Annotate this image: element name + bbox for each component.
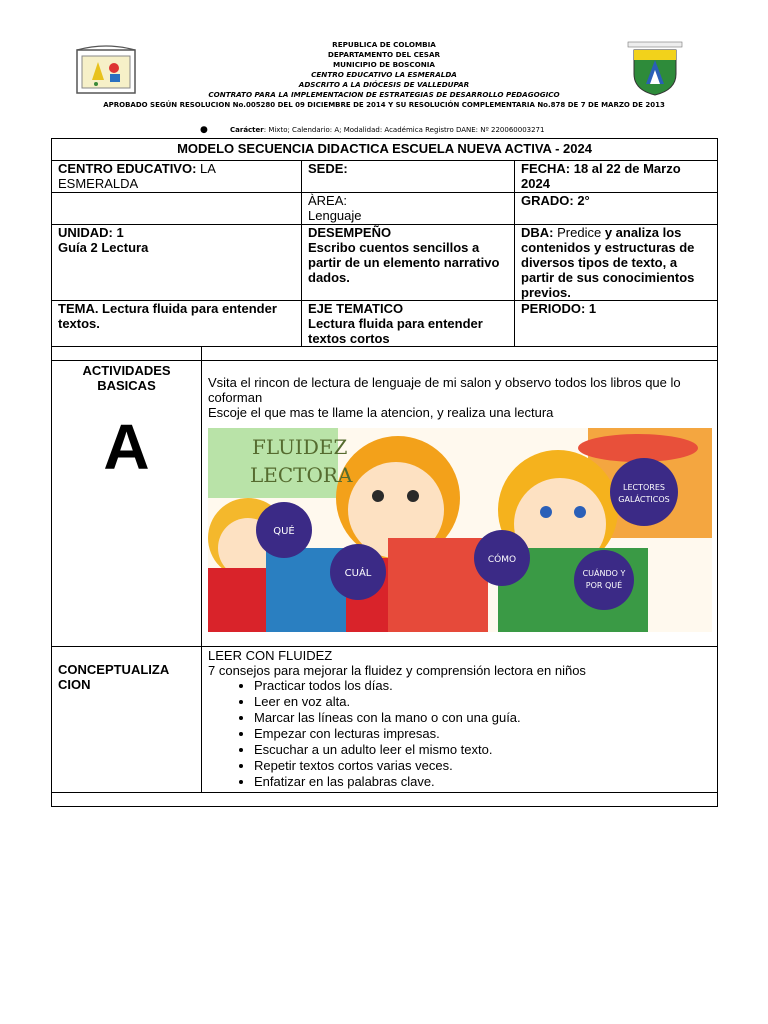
- area-value: Lenguaje: [308, 208, 362, 223]
- empty-cell: [52, 193, 302, 225]
- school-info-line: [200, 125, 545, 135]
- eje-cell: [302, 301, 515, 347]
- header-line-resolucion: APROBADO SEGÚN RESOLUCION No.005280 DEL 09 DICIEMBRE DE 2014 Y SU RESOLUCIÓN COMPLEMENTARIA No.878 DE 7 DE MARZO DE 2013: [103, 101, 665, 109]
- caracter-text: : Mixto; Calendario: A; Modalidad: Académica Registro DANE: Nº 220060003271: [263, 126, 545, 134]
- list-item: • Enfatizar en las palabras clave.: [254, 774, 711, 790]
- fecha-cell: FECHA: 18 al 22 de Marzo 2024: [515, 161, 718, 193]
- header-line-departamento: DEPARTAMENTO DEL CESAR: [327, 50, 441, 59]
- spacer-right: [202, 347, 718, 361]
- unidad-label: UNIDAD: 1: [58, 225, 124, 240]
- list-item: • Repetir textos cortos varias veces.: [254, 758, 711, 774]
- bottom-spacer-row: [52, 793, 718, 807]
- dba-label: DBA:: [521, 225, 554, 240]
- document-header: [0, 40, 768, 110]
- centro-label: CENTRO EDUCATIVO:: [58, 161, 197, 176]
- didactic-sequence-table: [51, 138, 718, 807]
- list-item: • Marcar las líneas con la mano o con una guía.: [254, 710, 711, 726]
- list-item: • Leer en voz alta.: [254, 694, 711, 710]
- actividad-text-2: Escoje el que mas te llame la atencion, y realiza una lectura: [208, 405, 554, 420]
- dba-cell: [515, 225, 718, 301]
- centro-value: LA ESMERALDA: [58, 161, 216, 191]
- desempeno-text: Escribo cuentos sencillos a partir de un elemento narrativo dados.: [308, 240, 500, 285]
- dba-pre: Predice: [553, 225, 602, 240]
- bubble-cual: CUÁL: [344, 568, 372, 579]
- actividades-label-cell: [52, 361, 202, 647]
- header-line-contrato: CONTRATO PARA LA IMPLEMENTACION DE ESTRATEGIAS DE DESARROLLO PEDAGOGICO: [208, 90, 560, 99]
- bubble-como: CÓMO: [487, 555, 517, 565]
- actividades-content-cell: [202, 361, 718, 647]
- conceptualizacion-intro: 7 consejos para mejorar la fluidez y comprensión lectora en niños: [208, 663, 586, 678]
- list-item: • Practicar todos los días.: [254, 678, 711, 694]
- sede-cell: SEDE:: [302, 161, 515, 193]
- actividad-text-1: Vsita el rincon de lectura de lenguaje de mi salon y observo todos los libros que lo coforman: [208, 375, 681, 405]
- desempeno-cell: [302, 225, 515, 301]
- header-line-republica: REPUBLICA DE COLOMBIA: [332, 40, 436, 49]
- dba-text: y analiza los contenidos y estructuras de diversos tipos de texto, a partir de sus conocimientos previos.: [521, 225, 695, 300]
- bubble-cuando-2: POR QUÉ: [585, 581, 623, 590]
- bullet-icon: ●: [200, 125, 208, 135]
- conceptualizacion-content-cell: [202, 647, 718, 793]
- eje-text: Lectura fluida para entender textos cortos: [308, 316, 483, 346]
- actividad-letter: A: [103, 411, 150, 483]
- centro-cell: [52, 161, 302, 193]
- conceptualizacion-heading: LEER CON FLUIDEZ: [208, 648, 333, 663]
- grado-cell: GRADO: 2°: [515, 193, 718, 225]
- header-line-diocesis: ADSCRITO A LA DIÓCESIS DE VALLEDUPAR: [298, 80, 470, 89]
- illustration-title-1: FLUIDEZ: [252, 435, 348, 459]
- bubble-que: QUÉ: [273, 526, 295, 537]
- bubble-lectores-1: LECTORES: [623, 483, 665, 492]
- actividades-label: ACTIVIDADES BASICAS: [82, 363, 171, 393]
- table-title: MODELO SECUENCIA DIDACTICA ESCUELA NUEVA ACTIVA - 2024: [52, 139, 718, 161]
- caracter-label: Carácter: [230, 126, 264, 134]
- tema-cell: TEMA. Lectura fluida para entender textos.: [52, 301, 302, 347]
- header-line-centro: CENTRO EDUCATIVO LA ESMERALDA: [311, 70, 457, 79]
- header-line-municipio: MUNICIPIO DE BOSCONIA: [333, 60, 435, 69]
- list-item: • Escuchar a un adulto leer el mismo texto.: [254, 742, 711, 758]
- conceptualizacion-label-cell: [52, 647, 202, 793]
- conceptualizacion-label: CONCEPTUALIZA CION: [58, 662, 169, 692]
- tips-list: [208, 678, 711, 790]
- guia-label: Guía 2 Lectura: [58, 240, 149, 255]
- desempeno-label: DESEMPEÑO: [308, 225, 392, 240]
- eje-label: EJE TEMATICO: [308, 301, 404, 316]
- reading-children-illustration: [208, 428, 712, 632]
- periodo-cell: PERIODO: 1: [515, 301, 718, 347]
- illustration-title-2: LECTORA: [250, 463, 353, 487]
- list-item: • Empezar con lecturas impresas.: [254, 726, 711, 742]
- spacer-left: [52, 347, 202, 361]
- bubble-lectores-2: GALÁCTICOS: [618, 495, 670, 504]
- unidad-cell: [52, 225, 302, 301]
- area-cell: [302, 193, 515, 225]
- bubble-cuando-1: CUÁNDO Y: [582, 569, 626, 578]
- area-label: ÀREA:: [308, 193, 348, 208]
